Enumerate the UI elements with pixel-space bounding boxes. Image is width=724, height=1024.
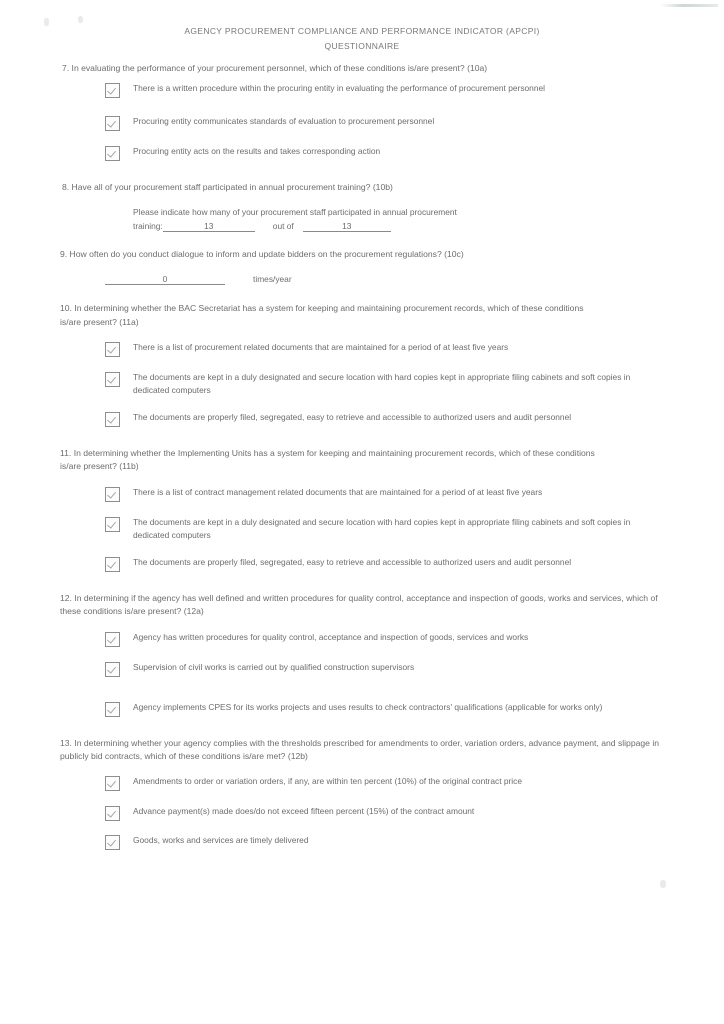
question-9-fill-row: [0, 274, 724, 286]
scan-artifact-speck: [660, 880, 666, 888]
header-title-line2: QUESTIONNAIRE: [324, 40, 400, 51]
option-label: Agency implements CPES for its works projects and uses results to check contractors' qualifications (applicable for works only): [133, 701, 603, 712]
checkbox-checked-icon[interactable]: [105, 776, 120, 791]
options-list-7: [0, 82, 724, 161]
checkbox-checked-icon[interactable]: [105, 835, 120, 850]
question-block-9: [0, 248, 724, 285]
question-text-9: 9. How often do you conduct dialogue to inform and update bidders on the procurement regulations? (10c): [60, 249, 464, 260]
question-block-13: [0, 737, 724, 851]
scan-artifact-line: [660, 4, 718, 7]
option-label: Procuring entity acts on the results and takes corresponding action: [133, 146, 381, 157]
option-row[interactable]: [0, 775, 724, 791]
question-text-12: 12. In determining if the agency has well defined and written procedures for quality control, acceptance and inspection of goods, works and services, which of these conditions is/are present? (12a): [60, 592, 658, 617]
scan-artifact-speck: [78, 16, 83, 23]
question-8-fill-row: [0, 221, 724, 233]
question-text-11: 11. In determining whether the Implementing Units has a system for keeping and maintaining procurement records, which of these conditions is/are present? (11b): [60, 448, 595, 472]
options-list-10: [0, 341, 724, 427]
option-label: Supervision of civil works is carried out by qualified construction supervisors: [133, 661, 415, 672]
checkbox-checked-icon[interactable]: [105, 702, 120, 717]
option-row[interactable]: [0, 834, 724, 850]
option-label: Advance payment(s) made does/do not exceed fifteen percent (15%) of the contract amount: [133, 806, 475, 817]
checkbox-checked-icon[interactable]: [105, 806, 120, 821]
option-label: The documents are kept in a duly designated and secure location with hard copies kept in appropriate filing cabinets and soft copies in dedicated computers: [133, 516, 631, 541]
checkbox-checked-icon[interactable]: [105, 342, 120, 357]
option-row[interactable]: [0, 411, 724, 427]
option-label: Goods, works and services are timely delivered: [133, 835, 309, 846]
question-8-instruction: Please indicate how many of your procurement staff participated in annual procurement: [133, 206, 457, 217]
option-label: The documents are properly filed, segregated, easy to retrieve and accessible to authorized users and audit personnel: [133, 556, 572, 567]
checkbox-checked-icon[interactable]: [105, 662, 120, 677]
options-list-11: [0, 486, 724, 572]
option-label: The documents are properly filed, segregated, easy to retrieve and accessible to authorized users and audit personnel: [133, 412, 572, 423]
options-list-12: [0, 631, 724, 717]
question-block-10: [0, 302, 724, 427]
option-label: The documents are kept in a duly designated and secure location with hard copies kept in appropriate filing cabinets and soft copies in dedicated computers: [133, 371, 631, 396]
option-row[interactable]: [0, 371, 724, 398]
question-text-10: 10. In determining whether the BAC Secretariat has a system for keeping and maintaining procurement records, which of these conditions is/are present? (11a): [60, 303, 584, 327]
checkbox-checked-icon[interactable]: [105, 487, 120, 502]
training-total-field[interactable]: 13: [303, 221, 391, 233]
question-text-13: 13. In determining whether your agency complies with the thresholds prescribed for amendments to order, variation orders, advance payment, and slippage in publicly bid contracts, which of these conditions is/are met? (12b): [60, 737, 660, 761]
option-row[interactable]: [0, 115, 724, 131]
checkbox-checked-icon[interactable]: [105, 517, 120, 532]
question-block-7: [0, 62, 724, 161]
checkbox-checked-icon[interactable]: [105, 146, 120, 161]
checkbox-checked-icon[interactable]: [105, 116, 120, 131]
option-row[interactable]: [0, 516, 724, 543]
questionnaire-body: [0, 62, 724, 850]
option-row[interactable]: [0, 341, 724, 357]
question-block-11: [0, 447, 724, 572]
option-row[interactable]: [0, 556, 724, 572]
option-label: There is a written procedure within the procuring entity in evaluating the performance of procurement personnel: [133, 83, 545, 94]
option-row[interactable]: [0, 82, 724, 98]
checkbox-checked-icon[interactable]: [105, 557, 120, 572]
question-block-12: [0, 592, 724, 717]
option-row[interactable]: [0, 701, 724, 717]
option-label: Procuring entity communicates standards of evaluation to procurement personnel: [133, 116, 435, 127]
training-participated-field[interactable]: 13: [163, 221, 255, 233]
option-label: Amendments to order or variation orders, if any, are within ten percent (10%) of the original contract price: [133, 776, 523, 787]
question-block-8: [0, 181, 724, 232]
checkbox-checked-icon[interactable]: [105, 372, 120, 387]
option-label: Agency has written procedures for quality control, acceptance and inspection of goods, services and works: [133, 631, 529, 642]
options-list-13: [0, 775, 724, 850]
checkbox-checked-icon[interactable]: [105, 632, 120, 647]
option-row[interactable]: [0, 145, 724, 161]
option-row[interactable]: [0, 631, 724, 647]
checkbox-checked-icon[interactable]: [105, 412, 120, 427]
option-row[interactable]: [0, 805, 724, 821]
question-text-7: 7. In evaluating the performance of your procurement personnel, which of these conditions is/are present? (10a): [62, 63, 488, 73]
fill-unit-times-year: times/year: [253, 273, 292, 284]
option-row[interactable]: [0, 486, 724, 502]
fill-label-out-of: out of: [272, 220, 294, 231]
option-label: There is a list of procurement related documents that are maintained for a period of at least five years: [133, 341, 509, 352]
option-row[interactable]: [0, 661, 724, 677]
fill-label-training: training:: [133, 220, 163, 231]
header-title-line1: AGENCY PROCUREMENT COMPLIANCE AND PERFORMANCE INDICATOR (APCPI): [184, 26, 540, 36]
question-text-8: 8. Have all of your procurement staff participated in annual procurement training? (10b): [62, 182, 393, 193]
option-label: There is a list of contract management related documents that are maintained for a period of at least five years: [133, 486, 543, 497]
document-header: [0, 24, 724, 54]
checkbox-checked-icon[interactable]: [105, 83, 120, 98]
dialogue-frequency-field[interactable]: 0: [105, 274, 225, 286]
